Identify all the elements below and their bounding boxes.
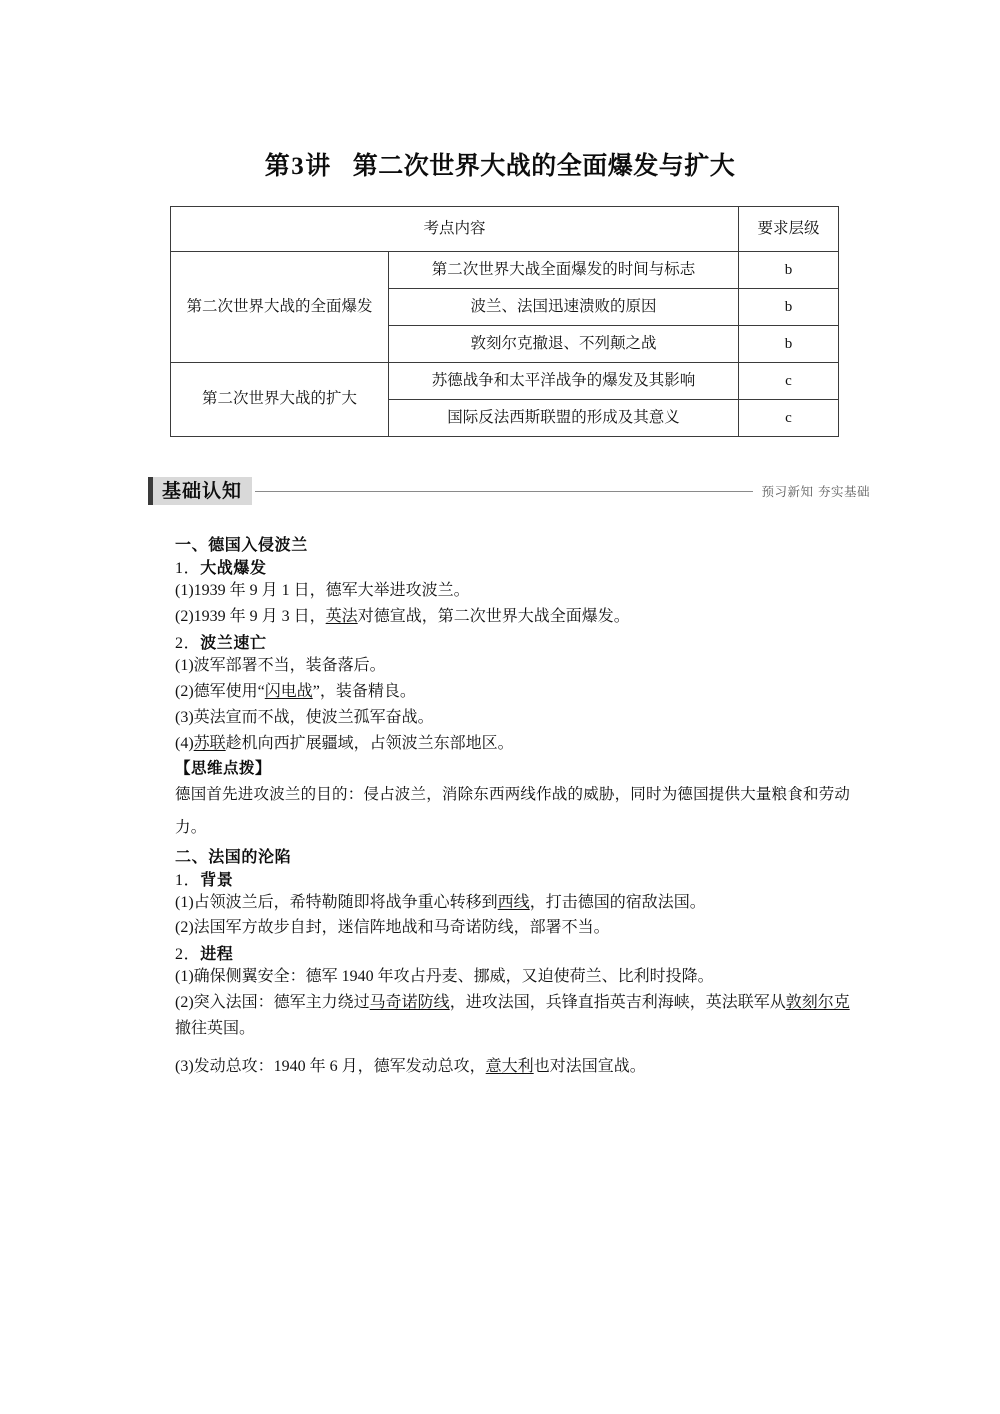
- item-marker: (2): [175, 682, 194, 700]
- item-keyword: 西线: [497, 893, 530, 911]
- subsection-heading-2-1: [175, 867, 865, 890]
- table-cell-topic: 第二次世界大战的全面爆发: [171, 252, 389, 363]
- title-prefix: 第: [264, 151, 291, 180]
- table-cell-level: c: [739, 363, 839, 400]
- page-title: [0, 146, 1000, 182]
- table-header-content: 考点内容: [171, 207, 739, 252]
- section-heading-1: 一、德国入侵波兰: [175, 535, 308, 554]
- item-keyword: 苏联: [193, 734, 226, 752]
- item-text-tail: 也对法国宣战。: [533, 1058, 646, 1076]
- item-text: 确保侧翼安全：德军 1940 年攻占丹麦、挪威，又迫使荷兰、比利时投降。: [193, 968, 714, 986]
- title-main: 第二次世界大战的全面爆发与扩大: [352, 151, 736, 180]
- subsection-label: 波兰速亡: [200, 632, 267, 652]
- item-text: 发动总攻：1940 年 6 月，德军发动总攻，: [193, 1058, 486, 1076]
- item-keyword-2: 敦刻尔克: [785, 994, 850, 1012]
- table-cell-level: b: [739, 252, 839, 289]
- table-row: [171, 363, 839, 400]
- section-badge-label: 基础认知: [153, 477, 252, 505]
- subsection-label: 进程: [200, 944, 234, 964]
- body-content: [175, 532, 865, 1080]
- list-item: [175, 915, 865, 941]
- section-divider-rule: [255, 491, 753, 492]
- table-row: [171, 252, 839, 289]
- table-cell-point: 波兰、法国迅速溃败的原因: [389, 289, 739, 326]
- item-text-tail: 对德宣战，第二次世界大战全面爆发。: [357, 607, 630, 625]
- item-text: 突入法国：德军主力绕过: [193, 994, 370, 1012]
- list-item: [175, 578, 865, 604]
- list-item: [175, 604, 865, 630]
- list-item: [175, 964, 865, 990]
- list-item: [175, 705, 865, 731]
- item-marker: (2): [175, 607, 194, 625]
- title-number: 3: [291, 153, 305, 180]
- subsection-heading-2-2: [175, 941, 865, 964]
- item-text: 德军使用“: [193, 682, 265, 700]
- item-marker: (1): [175, 893, 194, 911]
- list-item: [175, 679, 865, 705]
- table-cell-point: 国际反法西斯联盟的形成及其意义: [389, 400, 739, 437]
- section-heading-2: 二、法国的沦陷: [175, 846, 292, 866]
- subsection-index: 1．: [175, 871, 201, 889]
- item-marker: (3): [175, 708, 194, 726]
- item-text-tail: 撤往英国。: [175, 1020, 256, 1038]
- section-tagline: 预习新知 夯实基础: [761, 484, 870, 499]
- section-header: [148, 476, 870, 506]
- table-header-row: [171, 207, 839, 252]
- item-text-tail: ，打击德国的宿敌法国。: [529, 893, 706, 911]
- subsection-label: 背景: [200, 869, 234, 889]
- table-cell-level: b: [739, 326, 839, 363]
- item-text: 占领波兰后，希特勒随即将战争重心转移到: [193, 893, 498, 911]
- item-text: 1939 年 9 月 1 日，德军大举进攻波兰。: [193, 582, 470, 599]
- item-marker: (3): [175, 1058, 194, 1076]
- item-marker: (1): [175, 582, 194, 599]
- item-marker: (4): [175, 734, 194, 752]
- item-text: 波军部署不当，装备落后。: [193, 656, 386, 674]
- title-unit: 讲: [305, 151, 331, 180]
- item-keyword: 英法: [325, 607, 358, 625]
- subsection-label: 大战爆发: [200, 558, 267, 577]
- item-keyword: 马奇诺防线: [369, 994, 450, 1012]
- table-cell-point: 第二次世界大战全面爆发的时间与标志: [389, 252, 739, 289]
- table-header-level: 要求层级: [739, 207, 839, 252]
- tip-body: 德国首先进攻波兰的目的：侵占波兰，消除东西两线作战的威胁，同时为德国提供大量粮食和劳动力。: [175, 785, 851, 836]
- item-text: 1939 年 9 月 3 日，: [193, 607, 326, 625]
- item-text: 英法宣而不战，使波兰孤军奋战。: [193, 708, 434, 726]
- subsection-heading-1-1: [175, 555, 865, 578]
- table-cell-level: b: [739, 289, 839, 326]
- subsection-heading-1-2: [175, 630, 865, 653]
- item-text-tail: ”，装备精良。: [312, 682, 416, 700]
- list-item: [175, 990, 865, 1042]
- item-marker: (2): [175, 994, 194, 1012]
- subsection-index: 2．: [175, 634, 201, 652]
- item-text: 法国军方故步自封，迷信阵地战和马奇诺防线，部署不当。: [193, 919, 610, 937]
- item-keyword: 意大利: [485, 1058, 534, 1076]
- item-marker: (1): [175, 656, 194, 674]
- table-cell-level: c: [739, 400, 839, 437]
- item-text-mid: ，进攻法国，兵锋直指英吉利海峡，英法联军从: [449, 994, 786, 1012]
- table-cell-topic: 第二次世界大战的扩大: [171, 363, 389, 437]
- list-item: [175, 731, 865, 757]
- subsection-index: 1．: [175, 560, 201, 577]
- list-item: [175, 1054, 865, 1080]
- table-cell-point: 敦刻尔克撤退、不列颠之战: [389, 326, 739, 363]
- table-cell-point: 苏德战争和太平洋战争的爆发及其影响: [389, 363, 739, 400]
- list-item: [175, 653, 865, 679]
- item-keyword: 闪电战: [264, 682, 313, 700]
- item-marker: (1): [175, 968, 194, 986]
- syllabus-table: [170, 206, 839, 437]
- list-item: [175, 890, 865, 916]
- item-marker: (2): [175, 919, 194, 937]
- tip-label: 【思维点拨】: [175, 759, 272, 778]
- subsection-index: 2．: [175, 946, 201, 964]
- item-text-tail: 趁机向西扩展疆域，占领波兰东部地区。: [225, 734, 514, 752]
